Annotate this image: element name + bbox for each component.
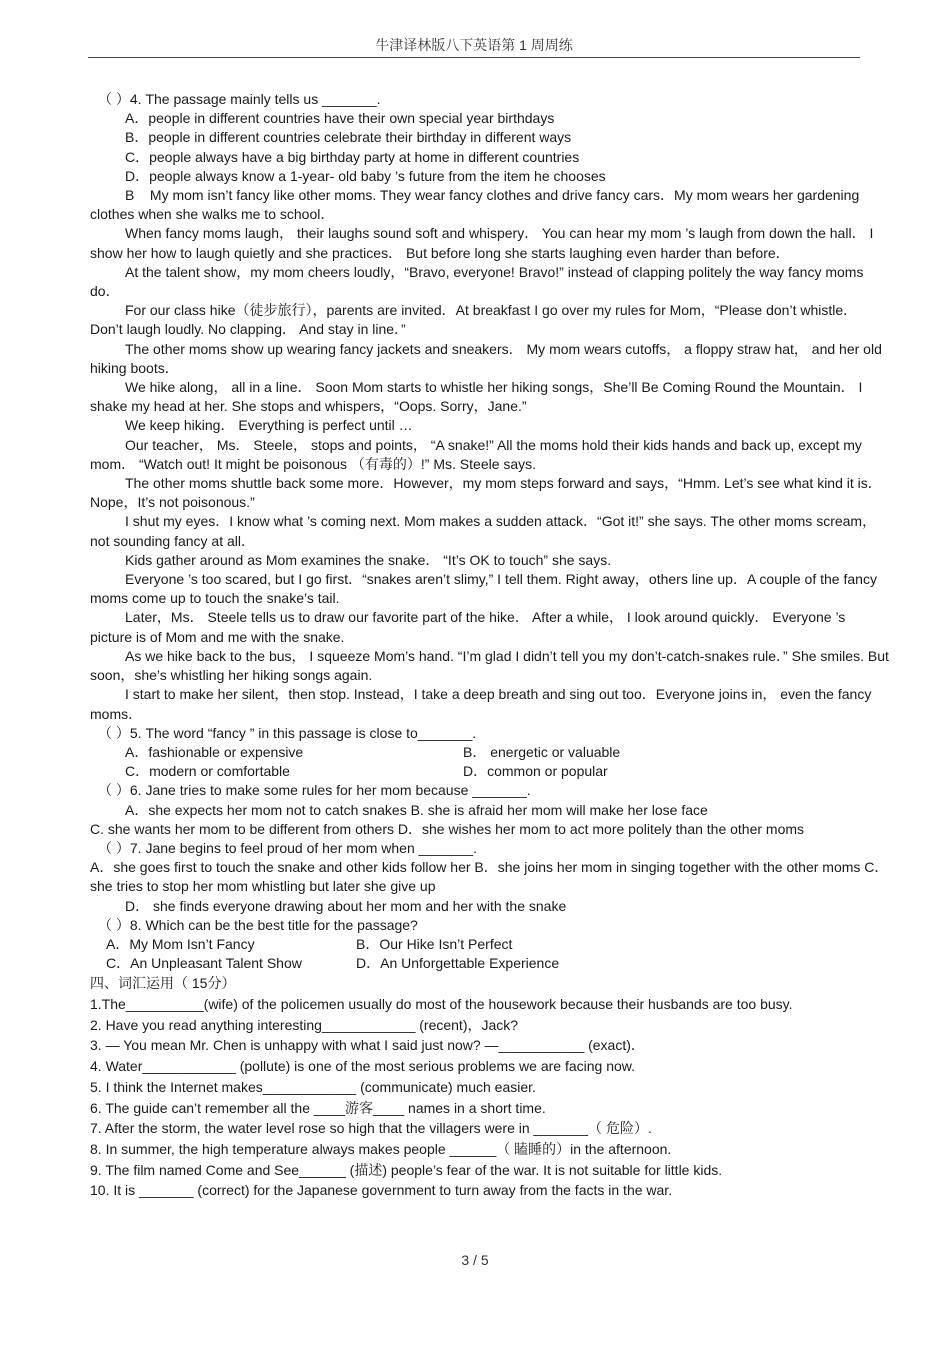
vocab-item: 2. Have you read anything interesting____________ (recent)，Jack? xyxy=(90,1016,519,1033)
q4-option-b: B．people in different countries celebrate their birthday in different ways xyxy=(125,129,572,146)
q5-option-c: C．modern or comfortable xyxy=(125,763,290,780)
question-6: （ ）6. Jane tries to make some rules for her mom because _______. xyxy=(98,782,531,799)
vocab-item: 7. After the storm, the water level rose so high that the villagers were in _______（ 危险）. xyxy=(90,1120,652,1137)
vocab-item: 6. The guide can’t remember all the ____游客____ names in a short time. xyxy=(90,1099,546,1116)
q8-option-d: D．An Unforgettable Experience xyxy=(356,955,560,972)
q8-options-row xyxy=(90,935,890,954)
passage-paragraph: Everyone ’s too scared, but I go first．“snakes aren’t slimy,” I tell them. Right away，others line up．A couple of the fancy moms come up to touch the snake’s tail. xyxy=(90,571,877,607)
q7-options-abc: A．she goes first to touch the snake and other kids follow her B．she joins her mom in singing together with the other moms C．she tries to stop her mom whistling but later she give up xyxy=(90,859,889,895)
passage-paragraph: We hike along， all in a line． Soon Mom starts to whistle her hiking songs，She’ll Be Coming Round the Mountain． I shake my head at her. She stops and whispers，“Oops. Sorry，Jane.” xyxy=(90,379,863,415)
q4-option-d: D．people always know a 1-year- old baby ’s future from the item he chooses xyxy=(125,167,606,184)
q8-option-a: A．My Mom Isn’t Fancy xyxy=(106,935,255,952)
q6-options-cd: C. she wants her mom to be different from others D．she wishes her mom to act more politely than the other moms xyxy=(90,820,805,837)
vocab-item: 3. — You mean Mr. Chen is unhappy with what I said just now? —___________ (exact)． xyxy=(90,1037,645,1054)
passage-paragraph: The other moms show up wearing fancy jackets and sneakers． My mom wears cutoffs， a floppy straw hat， and her old hiking boots． xyxy=(90,340,882,376)
vocab-section xyxy=(90,973,890,1201)
question-7: （ ）7. Jane begins to feel proud of her mom when _______. xyxy=(98,839,478,856)
vocab-item: 9. The film named Come and See______ (描述) people’s fear of the war. It is not suitable for little kids. xyxy=(90,1161,723,1178)
passage-paragraph: For our class hike（徒步旅行），parents are invited．At breakfast I go over my rules for Mom，“Please don’t whistle． Don’t laugh loudly. No clapping． And stay in line．” xyxy=(90,302,858,338)
vocab-item: 8. In summer, the high temperature always makes people ______（ 瞌睡的）in the afternoon. xyxy=(90,1140,672,1157)
q6-options-ab: A．she expects her mom not to catch snakes B. she is afraid her mom will make her lose face xyxy=(125,801,708,818)
vocab-item: 5. I think the Internet makes____________ (communicate) much easier. xyxy=(90,1078,536,1095)
q7-option-d: D． she finds everyone drawing about her mom and her with the snake xyxy=(125,897,567,914)
passage-paragraph: We keep hiking． Everything is perfect until … xyxy=(125,417,413,434)
passage-paragraph: B My mom isn’t fancy like other moms. They wear fancy clothes and drive fancy cars．My mom wears her gardening clothes when she walks me to school． xyxy=(90,187,860,223)
question-4: （ ）4. The passage mainly tells us _______. xyxy=(98,91,381,107)
header-title: 牛津译林版八下英语第 1 周周练 xyxy=(375,37,573,53)
q8-option-c: C．An Unpleasant Talent Show xyxy=(106,955,302,972)
section-title: 四、词汇运用（ 15分） xyxy=(90,975,236,992)
passage-paragraph: The other moms shuttle back some more．However，my mom steps forward and says，“Hmm. Let’s see what kind it is．Nope，It’s not poisonous.” xyxy=(90,475,882,511)
q5-options-row xyxy=(90,762,890,781)
document-body xyxy=(90,90,890,1201)
question-5: （ ）5. The word “fancy ” in this passage is close to_______. xyxy=(98,724,477,741)
vocab-item: 4. Water____________ (pollute) is one of the most serious problems we are facing now. xyxy=(90,1058,636,1075)
vocab-item: 1.The__________(wife) of the policemen usually do most of the housework because their husbands are too busy. xyxy=(90,996,793,1013)
q8-option-b: B．Our Hike Isn’t Perfect xyxy=(356,935,513,952)
passage-paragraph: I shut my eyes．I know what ’s coming next. Mom makes a sudden attack．“Got it!” she says. The other moms scream， not sounding fancy at all． xyxy=(90,513,877,549)
question-8: （ ）8. Which can be the best title for the passage? xyxy=(98,916,418,933)
passage-paragraph: As we hike back to the bus， I squeeze Mom’s hand. “I’m glad I didn’t tell you my don’t-catch-snakes rule．” She smiles. But soon，she’s whistling her hiking songs again. xyxy=(90,647,889,684)
passage-paragraph: Later，Ms． Steele tells us to draw our favorite part of the hike． After a while， I look around quickly． Everyone ’s picture is of Mom and me with the snake. xyxy=(90,609,846,645)
q5-option-b: B． energetic or valuable xyxy=(463,743,621,760)
vocab-item: 10. It is _______ (correct) for the Japanese government to turn away from the facts in the war. xyxy=(90,1182,673,1199)
q5-options-row xyxy=(90,743,890,762)
q4-option-c: C．people always have a big birthday party at home in different countries xyxy=(125,148,580,165)
passage-paragraph: I start to make her silent，then stop. Instead，I take a deep breath and sing out too．Everyone joins in， even the fancy moms． xyxy=(90,686,872,722)
passage-paragraph: Our teacher， Ms． Steele， stops and points， “A snake!” All the moms hold their kids hands and back up, except my mom． “Watch out! It might be poisonous （有毒的）!” Ms. Steele says. xyxy=(90,436,862,472)
q5-option-a: A．fashionable or expensive xyxy=(125,743,304,760)
passage-paragraph: When fancy moms laugh， their laughs sound soft and whispery． You can hear my mom ’s laugh from down the hall． I show her how to laugh quietly and she practices． But before long she starts laughing even harder than before． xyxy=(90,225,874,261)
passage-label: B xyxy=(125,187,135,204)
q8-options-row xyxy=(90,954,890,973)
passage-paragraph: Kids gather around as Mom examines the snake． “It’s OK to touch” she says. xyxy=(125,551,612,568)
page-header xyxy=(88,35,860,58)
q5-option-d: D．common or popular xyxy=(463,763,608,780)
passage-paragraph: At the talent show，my mom cheers loudly，“Bravo, everyone! Bravo!” instead of clapping politely the way fancy moms do． xyxy=(90,263,864,300)
page-number: 3 / 5 xyxy=(461,1252,489,1268)
q4-option-a: A．people in different countries have their own special year birthdays xyxy=(125,110,555,127)
